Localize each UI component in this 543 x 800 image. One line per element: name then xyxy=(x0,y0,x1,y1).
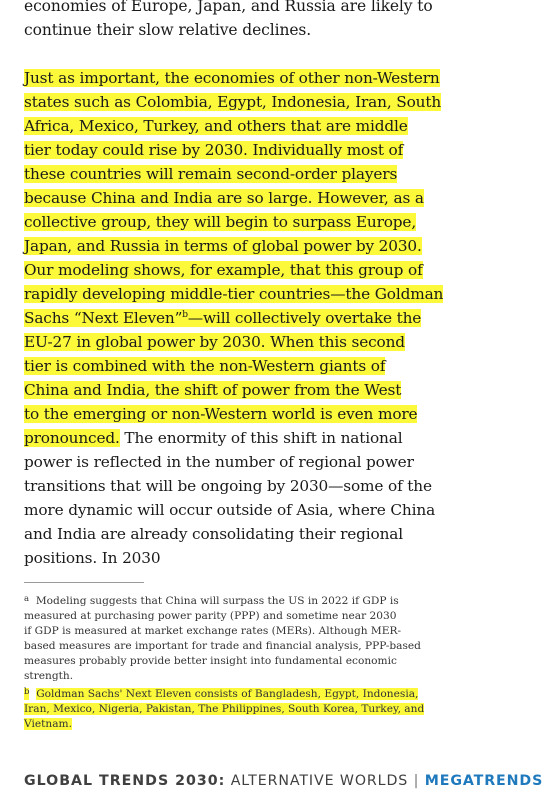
footnote-divider xyxy=(24,582,144,583)
highlighted-line xyxy=(24,306,430,330)
footnote-line: Goldman Sachs' Next Eleven consists of Bangladesh, Egypt, Indonesia, xyxy=(36,688,419,700)
highlighted-line: Africa, Mexico, Turkey, and others that are middle xyxy=(24,117,408,135)
highlighted-line: tier is combined with the non-Western giants of xyxy=(24,357,386,375)
footnote-ref-b[interactable]: b xyxy=(182,310,188,320)
footnote-line: Modeling suggests that China will surpass the US in 2022 if GDP is xyxy=(35,595,399,607)
page-footer xyxy=(24,773,543,789)
highlighted-line: rapidly developing middle-tier countries—the Goldman xyxy=(24,285,444,303)
text-line: transitions that will be ongoing by 2030—some of the xyxy=(24,477,432,495)
next-eleven-text: Sachs “Next Eleven” xyxy=(24,309,183,327)
highlighted-line: states such as Colombia, Egypt, Indonesia, Iran, South xyxy=(24,93,442,111)
footnote-marker-a: a xyxy=(24,594,30,604)
intro-paragraph xyxy=(24,0,433,42)
highlighted-line: China and India, the shift of power from the West xyxy=(24,381,402,399)
text-line: continue their slow relative declines. xyxy=(24,21,312,39)
highlighted-line: Just as important, the economies of other non-Western xyxy=(24,69,440,87)
text-line: more dynamic will occur outside of Asia, where China xyxy=(24,501,436,519)
footnote-a xyxy=(24,594,424,684)
footnote-b xyxy=(24,687,428,732)
text-line: economies of Europe, Japan, and Russia are likely to xyxy=(24,0,433,15)
footer-title: GLOBAL TRENDS 2030: xyxy=(24,773,226,789)
footnote-line: measures probably provide better insight into fundamental economic xyxy=(24,655,397,667)
highlighted-line: these countries will remain second-order players xyxy=(24,165,398,183)
text-line: and India are already consolidating their regional xyxy=(24,525,404,543)
text-line: power is reflected in the number of regional power xyxy=(24,453,414,471)
plain-text: The enormity of this shift in national xyxy=(119,429,403,447)
footnote-line: measured at purchasing power parity (PPP) and sometime near 2030 xyxy=(24,610,397,622)
highlighted-line: Japan, and Russia in terms of global power by 2030. xyxy=(24,237,422,255)
footer-section: MEGATRENDS xyxy=(424,773,543,789)
footer-subtitle: ALTERNATIVE WORLDS xyxy=(230,773,409,789)
highlighted-line: tier today could rise by 2030. Individually most of xyxy=(24,141,404,159)
footnote-marker-b: b xyxy=(24,687,30,697)
highlighted-line: because China and India are so large. However, as a xyxy=(24,189,424,207)
text-line: positions. In 2030 xyxy=(24,549,161,567)
main-paragraph xyxy=(24,66,444,570)
footnote-line: Vietnam. xyxy=(24,718,72,730)
footnote-line: strength. xyxy=(24,670,74,682)
highlighted-line: EU-27 in global power by 2030. When this second xyxy=(24,333,405,351)
footnote-line: based measures are important for trade and financial analysis, PPP-based xyxy=(24,640,421,652)
highlighted-line: collective group, they will begin to surpass Europe, xyxy=(24,213,417,231)
footnote-line: if GDP is measured at market exchange rates (MERs). Although MER- xyxy=(24,625,402,637)
next-eleven-rest: —will collectively overtake the xyxy=(187,309,422,327)
footer-separator: | xyxy=(413,773,420,789)
highlighted-line: Our modeling shows, for example, that this group of xyxy=(24,261,423,279)
highlighted-line: pronounced. The enormity of this shift in national xyxy=(24,429,403,447)
footnote-line: Iran, Mexico, Nigeria, Pakistan, The Philippines, South Korea, Turkey, and xyxy=(24,703,425,715)
highlighted-line: to the emerging or non-Western world is even more xyxy=(24,405,418,423)
